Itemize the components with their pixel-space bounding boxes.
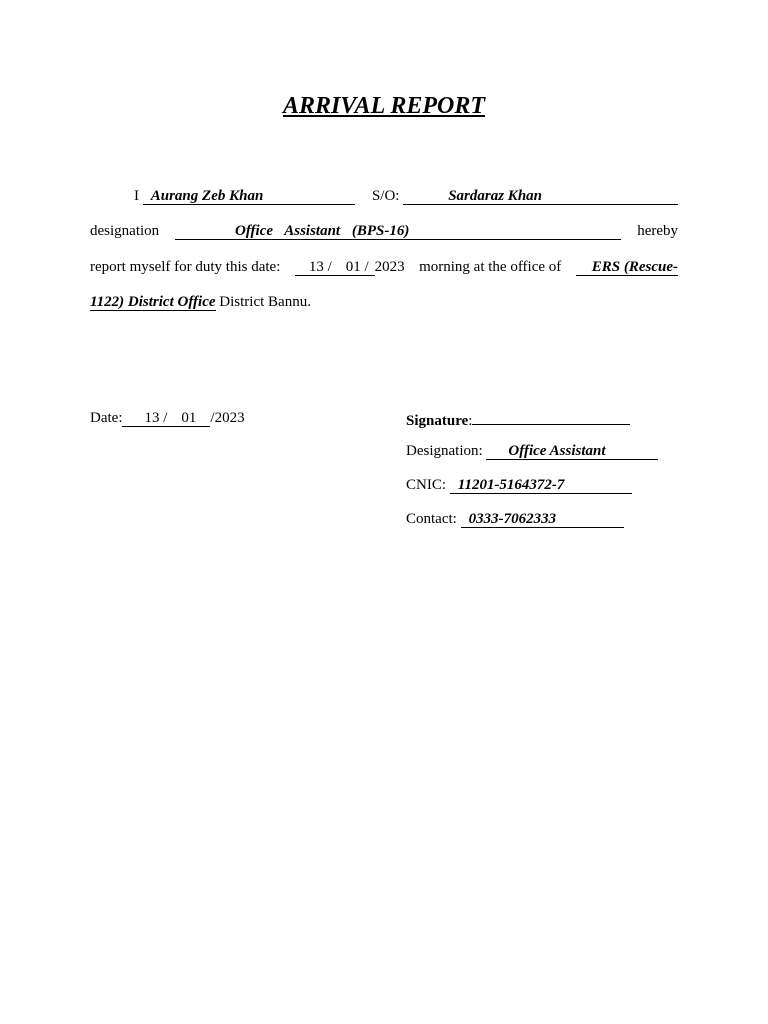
date-day-field: 13 /	[122, 411, 175, 427]
footer-designation-label: Designation:	[406, 443, 483, 459]
office-field-1	[576, 260, 678, 276]
cnic-value: 11201-5164372-7	[457, 477, 565, 493]
date-month: 01	[181, 410, 197, 426]
name-value: Aurang Zeb Khan	[150, 188, 264, 204]
cnic-field	[450, 478, 633, 494]
name-field	[143, 189, 356, 205]
designation-field	[175, 224, 621, 240]
hereby-text: hereby	[637, 223, 678, 239]
date-day: 13	[144, 410, 160, 426]
duty-date	[295, 259, 405, 276]
designation-value: Office Assistant (BPS-16)	[235, 223, 410, 239]
cnic-label: CNIC:	[406, 477, 447, 493]
duty-day: 13	[308, 259, 324, 275]
duty-month: 01	[345, 259, 361, 275]
date-label: Date:	[90, 410, 123, 426]
morning-text: morning at the office of	[419, 259, 562, 275]
page-title: ARRIVAL REPORT	[282, 93, 486, 119]
footer-designation-field	[486, 444, 657, 460]
duty-month-field: 01 /	[340, 260, 375, 276]
body-line-2	[90, 223, 678, 240]
signature-label: Signature	[406, 413, 469, 429]
father-name-field	[403, 189, 678, 205]
date-year: /2023	[210, 410, 245, 426]
office-part-1: ERS (Rescue-	[591, 259, 678, 275]
father-group	[372, 188, 678, 205]
footer-designation-value: Office Assistant	[508, 443, 606, 459]
so-label: S/O:	[371, 188, 400, 204]
district-text: District Bannu.	[219, 294, 311, 310]
office-field-2	[90, 295, 216, 311]
name-group	[90, 188, 355, 205]
designation-line	[406, 443, 658, 460]
body-line-3	[90, 259, 678, 276]
i-label: I	[134, 188, 139, 204]
signature-line: Signature:	[406, 410, 630, 430]
office-part-2: 1122) District Office	[90, 294, 216, 310]
contact-field	[461, 512, 625, 528]
report-text: report myself for duty this date:	[90, 259, 281, 275]
footer-date	[90, 410, 245, 427]
designation-label: designation	[90, 223, 160, 239]
body-line-1	[90, 188, 678, 205]
contact-value: 0333-7062333	[468, 511, 557, 527]
father-name-value: Sardaraz Khan	[448, 188, 542, 204]
cnic-line	[406, 477, 632, 494]
date-month-field	[175, 411, 210, 427]
body-line-4	[90, 294, 678, 311]
duty-year: 2023	[374, 259, 405, 275]
contact-line	[406, 511, 624, 528]
duty-day-field: 13 /	[295, 260, 340, 276]
contact-label: Contact:	[406, 511, 457, 527]
signature-blank[interactable]	[472, 410, 630, 425]
